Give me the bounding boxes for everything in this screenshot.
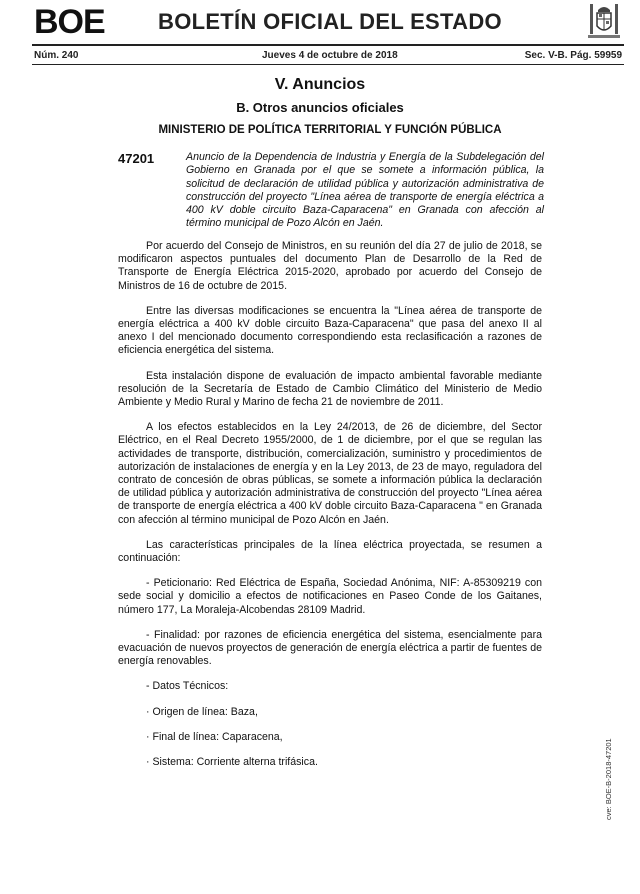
- list-item: - Datos Técnicos:: [146, 680, 229, 693]
- ministry-heading: MINISTERIO DE POLÍTICA TERRITORIAL Y FUNCIÓN PÚBLICA: [158, 124, 502, 136]
- header-rule: [32, 44, 624, 46]
- issue-date: Jueves 4 de octubre de 2018: [262, 50, 398, 61]
- announcement-number: 47201: [118, 151, 155, 166]
- cve-code: cve: BOE-B-2018-47201: [604, 738, 613, 820]
- paragraph: Entre las diversas modificaciones se encuentra la "Línea aérea de transporte de energía eléctrica a 400 kV doble circuito Baza-Caparacena" que pasa del anexo II al anexo I del mencionado documento correspondiendo esta reclasificación a razones de eficiencia energética del sistema.: [118, 304, 542, 357]
- announcement-body: [118, 240, 542, 781]
- paragraph: Esta instalación dispone de evaluación de impacto ambiental favorable mediante resolución de la Secretaría de Estado de Cambio Climático del Ministerio de Medio Ambiente y Medio Rural y Marino de fecha 21 de noviembre de 2011.: [118, 369, 542, 409]
- coat-of-arms-icon: [586, 2, 622, 42]
- paragraph: A los efectos establecidos en la Ley 24/2013, de 26 de diciembre, del Sector Eléctrico, en el Real Decreto 1955/2000, de 1 de diciembre, por el que se regulan las actividades de transporte, distribución, comercialización, suministro y procedimientos de autorización de instalaciones de energía y en la Ley 2013, de 23 de mayo, reguladora del contrato de concesión de obras públicas, se somete a información pública la declaración de utilidad pública y autorización administrativa de construcción del proyecto "Línea aérea de transporte de energía eléctrica a 400 kV doble circuito Baza-Caparacena " en Granada con afección al término municipal de Pozo Alcón en Jaén.: [118, 421, 542, 526]
- list-item: · Origen de línea: Baza,: [146, 705, 258, 718]
- header-title: BOLETÍN OFICIAL DEL ESTADO: [158, 9, 502, 34]
- list-item: - Finalidad: por razones de eficiencia energética del sistema, esencialmente para evacuación de nuevos proyectos de generación de energía eléctrica a partir de fuentes de energía renovables.: [118, 628, 542, 668]
- list-item: - Peticionario: Red Eléctrica de España, Sociedad Anónima, NIF: A-85309219 con sede social y domicilio a efectos de notificaciones en Paseo Conde de los Gaitanes, número 177, La Moraleja-Alcobendas 28109 Madrid.: [118, 577, 542, 616]
- boe-logo: BOE: [34, 3, 105, 41]
- list-item: · Sistema: Corriente alterna trifásica.: [146, 756, 318, 769]
- issue-number: Núm. 240: [34, 50, 79, 61]
- paragraph: Las características principales de la línea eléctrica proyectada, se resumen a continuación:: [118, 538, 542, 565]
- subsection-heading: B. Otros anuncios oficiales: [236, 100, 404, 115]
- section-page: Sec. V-B. Pág. 59959: [524, 50, 622, 61]
- announcement-summary: Anuncio de la Dependencia de Industria y Energía de la Subdelegación del Gobierno en Granada por el que se somete a información pública, la solicitud de declaración de utilidad pública y autorización administrativa de construcción del proyecto "Línea aérea de transporte de energía eléctrica a 400 kV doble circuito Baza-Caparacena" en Granada con afección al término municipal de Pozo Alcón en Jaén.: [186, 151, 544, 230]
- paragraph: Por acuerdo del Consejo de Ministros, en su reunión del día 27 de julio de 2018, se modificaron aspectos puntuales del documento Plan de Desarrollo de la Red de Transporte de Energía Eléctrica 2015-2020, aprobado por acuerdo del Consejo de Ministros de 16 de octubre de 2015.: [118, 240, 542, 292]
- section-heading: V. Anuncios: [274, 76, 366, 93]
- subheader-rule: [32, 64, 624, 65]
- list-item: · Final de línea: Caparacena,: [146, 730, 283, 743]
